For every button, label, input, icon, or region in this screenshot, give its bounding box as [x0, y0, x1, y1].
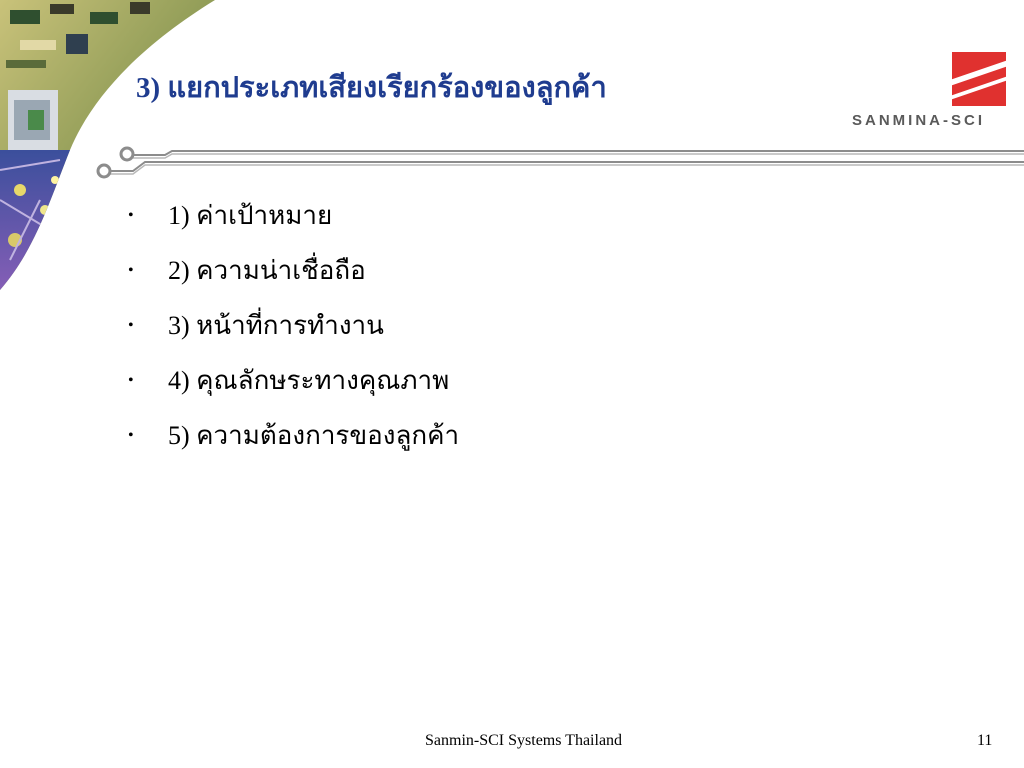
- circuit-divider: [0, 140, 1024, 180]
- bullet-marker: •: [128, 372, 134, 389]
- list-item-text: 3) หน้าที่การทำงาน: [168, 311, 384, 340]
- list-item: [128, 195, 459, 250]
- bullet-marker: •: [128, 317, 134, 334]
- slide-title: 3) แยกประเภทเสียงเรียกร้องของลูกค้า: [136, 72, 607, 104]
- list-item: [128, 305, 459, 360]
- list-item-text: 2) ความน่าเชื่อถือ: [168, 256, 366, 285]
- page-number: 11: [977, 732, 993, 749]
- list-item: [128, 360, 459, 415]
- list-item-text: 4) คุณลักษระทางคุณภาพ: [168, 366, 450, 395]
- sanmina-logo-icon: [952, 52, 1006, 106]
- list-item: [128, 250, 459, 305]
- list-item-text: 1) ค่าเป้าหมาย: [168, 201, 333, 230]
- list-item: [128, 415, 459, 470]
- bullet-marker: •: [128, 207, 134, 224]
- bullet-list: [128, 195, 459, 470]
- bullet-marker: •: [128, 427, 134, 444]
- list-item-text: 5) ความต้องการของลูกค้า: [168, 421, 460, 450]
- bullet-marker: •: [128, 262, 134, 279]
- footer-text: Sanmin-SCI Systems Thailand: [425, 732, 623, 749]
- logo-wordmark: SANMINA-SCI: [852, 112, 985, 129]
